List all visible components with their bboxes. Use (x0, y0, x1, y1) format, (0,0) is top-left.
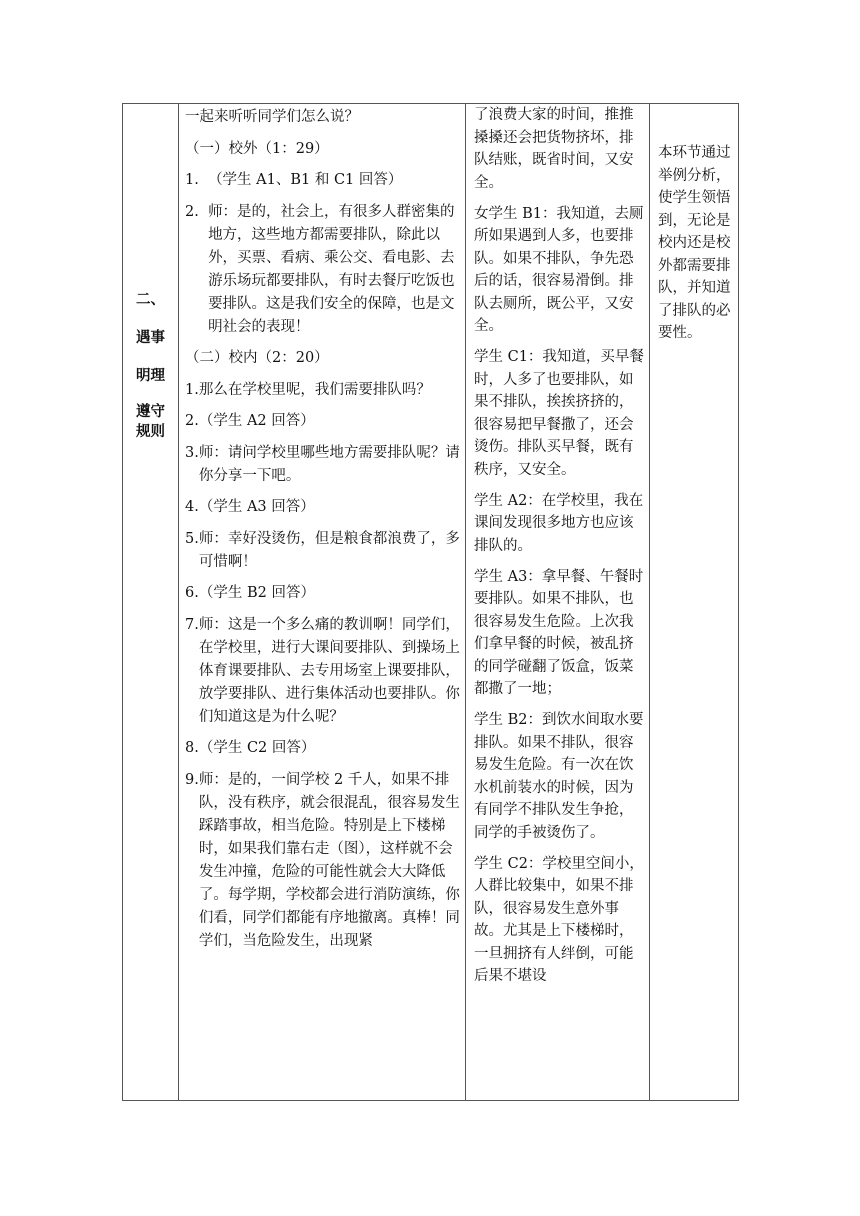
intro-text: 一起来听听同学们怎么说？ (185, 109, 359, 125)
item-text: （学生 C2 回答） (198, 740, 316, 756)
list-item (185, 442, 461, 488)
item-text: （学生 A3 回答） (198, 499, 315, 515)
item-text: 师：幸好没烫伤，但是粮食都浪费了，多可惜啊！ (198, 530, 460, 570)
item-text: 那么在学校里呢，我们需要排队吗？ (198, 381, 431, 398)
student-answer: 学生 B2：到饮水间取水要排队。如果不排队，很容易发生危险。有一次在饮水机前装水的时候，因为有同学不排队发生争抢，同学的手被烫伤了。 (474, 712, 644, 841)
student-answer: 女学生 B1：我知道，去厕所如果遇到人多，也要排队。如果不排队，争先恐后的话，很容易滑倒。排队去厕所，既公平，又安全。 (474, 205, 644, 334)
item-text: （学生 B2 回答） (198, 585, 315, 601)
item-text: 师：是的，社会上，有很多人群密集的地方，这些地方都需要排队，除此以外，买票、看病、乘公交、看电影、去游乐场玩都要排队，有时去餐厅吃饭也要排队。这是我们安全的保障，也是文明社会的表现！ (208, 203, 455, 335)
item-number: 2. (185, 413, 199, 429)
item-number: 7. (185, 616, 199, 633)
teacher-activity-cell (179, 104, 466, 1101)
item-number: 6. (185, 585, 199, 601)
student-answer: 学生 A3：拿早餐、午餐时要排队。如果不排队，也很容易发生危险。上次我们拿早餐的时候，被乱挤的同学碰翻了饭盒，饭菜都撒了一地； (474, 568, 644, 697)
student-answer: 学生 C2：学校里空间小，人群比较集中，如果不排队，很容易发生意外事故。尤其是上下楼梯时，一旦拥挤有人绊倒，可能后果不堪设 (474, 855, 644, 984)
item-number: 3. (185, 444, 199, 461)
item-number: 2. (185, 203, 209, 220)
design-intent-text: 本环节通过举例分析，使学生领悟到，无论是校内还是校外都需要排队，并知道了排队的必要性。 (658, 145, 731, 341)
item-number: 1. (185, 172, 209, 188)
item-number: 8. (185, 740, 199, 756)
design-intent-cell (650, 104, 739, 1101)
outside-heading: （一）校外（1：29） (185, 140, 329, 157)
list-item (185, 614, 461, 729)
list-item (185, 379, 461, 402)
item-number: 9. (185, 771, 199, 788)
section-title-cell (123, 104, 179, 1101)
student-answer: 学生 A2：在学校里，我在课间发现很多地方也应该排队的。 (474, 492, 644, 554)
list-item (185, 169, 461, 192)
item-text: （学生 A1、B1 和 C1 回答） (208, 172, 403, 188)
lesson-plan-table (122, 103, 739, 1101)
list-item (185, 410, 461, 433)
item-text: 师：这是一个多么痛的教训啊！同学们，在学校里，进行大课间要排队、到操场上体育课要排队、去专用场室上课要排队，放学要排队、进行集体活动也要排队。你们知道这是为什么呢？ (198, 616, 460, 725)
list-item (185, 737, 461, 760)
section-title-part: 遵守 (136, 403, 165, 420)
list-item (185, 496, 461, 519)
inside-heading: （二）校内（2：20） (185, 350, 329, 366)
section-title-part: 规则 (136, 423, 165, 440)
list-item (185, 582, 461, 605)
list-item (185, 769, 461, 953)
student-answer: 了浪费大家的时间，推推搡搡还会把货物挤坏，排队结账，既省时间，又安全。 (474, 107, 634, 191)
list-item (185, 201, 461, 339)
item-text: 师：请问学校里哪些地方需要排队呢？请你分享一下吧。 (198, 444, 460, 484)
item-text: 师：是的，一间学校 2 千人，如果不排队，没有秩序，就会很混乱，很容易发生踩踏事故，相当危险。特别是上下楼梯时，如果我们靠右走（图），这样就不会发生冲撞，危险的可能性就会大大降低了。每学期，学校都会进行消防演练，你们看，同学们都能有序地撤离。真棒！同学们，当危险发生，出现紧 (198, 771, 460, 949)
student-answer: 学生 C1：我知道，买早餐时，人多了也要排队，如果不排队，挨挨挤挤的，很容易把早餐撒了，还会烫伤。排队买早餐，既有秩序，又安全。 (474, 349, 644, 478)
item-number: 4. (185, 499, 199, 515)
section-title-part: 明理 (136, 367, 165, 384)
section-number: 二、 (136, 291, 165, 308)
item-number: 5. (185, 530, 199, 547)
section-title-part: 遇事 (136, 329, 165, 346)
item-number: 1. (185, 381, 199, 398)
list-item (185, 528, 461, 574)
student-activity-cell (466, 104, 650, 1101)
item-text: （学生 A2 回答） (198, 413, 315, 429)
table-row (123, 104, 739, 1101)
